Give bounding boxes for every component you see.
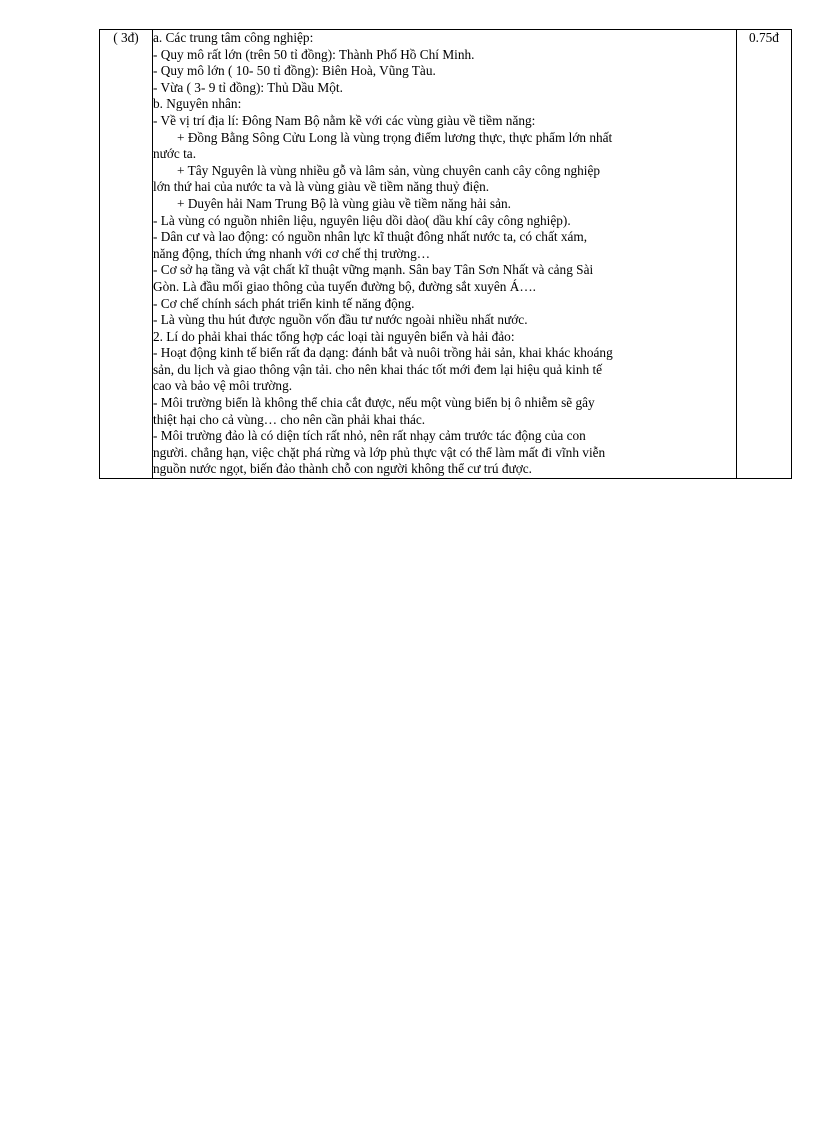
answer-line: - Là vùng thu hút được nguồn vốn đầu tư nước ngoài nhiều nhất nước. [153, 312, 528, 328]
table-row [100, 30, 792, 479]
answer-line: a. Các trung tâm công nghiệp: [153, 30, 314, 45]
answer-line: nước ta. [153, 146, 197, 162]
answer-line: - Dân cư và lao động: có nguồn nhân lực kĩ thuật đông nhất nước ta, có chất xám, [153, 229, 588, 245]
answer-line: cao và bảo vệ môi trường. [153, 378, 293, 394]
points-cell [100, 30, 153, 479]
score-cell [737, 30, 792, 479]
answer-line: + Duyên hải Nam Trung Bộ là vùng giàu về tiềm năng hải sản. [177, 195, 511, 211]
answer-line: Gòn. Là đầu mối giao thông của tuyến đường bộ, đường sắt xuyên Á…. [153, 278, 536, 294]
answer-line: - Cơ sở hạ tầng và vật chất kĩ thuật vững mạnh. Sân bay Tân Sơn Nhất và cảng Sài [153, 262, 594, 278]
answer-line: - Về vị trí địa lí: Đông Nam Bộ nằm kề với các vùng giàu về tiềm năng: [153, 112, 536, 128]
content-cell [153, 30, 737, 479]
score-label: 0.75đ [749, 30, 779, 45]
answer-table [99, 29, 792, 479]
answer-line: - Là vùng có nguồn nhiên liệu, nguyên liệu dồi dào( dầu khí cây công nghiệp). [153, 212, 571, 228]
answer-line: người. chẳng hạn, việc chặt phá rừng và lớp phủ thực vật có thể làm mất đi vĩnh viễn [153, 444, 606, 460]
answer-line: - Quy mô rất lớn (trên 50 tỉ đồng): Thành Phố Hồ Chí Minh. [153, 46, 475, 62]
points-label: ( 3đ) [113, 30, 139, 45]
answer-line: - Quy mô lớn ( 10- 50 tỉ đồng): Biên Hoà, Vũng Tàu. [153, 63, 436, 79]
answer-line: + Tây Nguyên là vùng nhiều gỗ và lâm sản, vùng chuyên canh cây công nghiệp [177, 162, 601, 178]
answer-line: năng động, thích ứng nhanh với cơ chế thị trường… [153, 245, 431, 261]
answer-line: lớn thứ hai của nước ta và là vùng giàu về tiềm năng thuỷ điện. [153, 179, 490, 195]
answer-line: thiệt hại cho cả vùng… cho nên cần phải khai thác. [153, 411, 426, 427]
answer-line: sản, du lịch và giao thông vận tải. cho nên khai thác tốt mới đem lại hiệu quả kinh tế [153, 361, 603, 377]
answer-line: - Môi trường đảo là có diện tích rất nhỏ, nên rất nhạy cảm trước tác động của con [153, 428, 586, 444]
answer-line: b. Nguyên nhân: [153, 96, 242, 112]
answer-line: nguồn nước ngọt, biến đảo thành chỗ con người không thể cư trú được. [153, 461, 532, 477]
answer-line: - Hoạt động kinh tế biển rất đa dạng: đánh bắt và nuôi trồng hải sản, khai khác khoáng [153, 345, 613, 361]
answer-line: - Cơ chế chính sách phát triển kinh tế năng động. [153, 295, 415, 311]
answer-line: + Đồng Bằng Sông Cửu Long là vùng trọng điểm lương thực, thực phẩm lớn nhất [177, 129, 613, 145]
answer-line: - Vừa ( 3- 9 tỉ đồng): Thủ Dầu Một. [153, 79, 343, 95]
answer-content [153, 30, 736, 478]
answer-line: 2. Lí do phải khai thác tổng hợp các loại tài nguyên biển và hải đảo: [153, 328, 515, 344]
answer-line: - Môi trường biển là không thể chia cắt được, nếu một vùng biển bị ô nhiễm sẽ gây [153, 395, 595, 411]
